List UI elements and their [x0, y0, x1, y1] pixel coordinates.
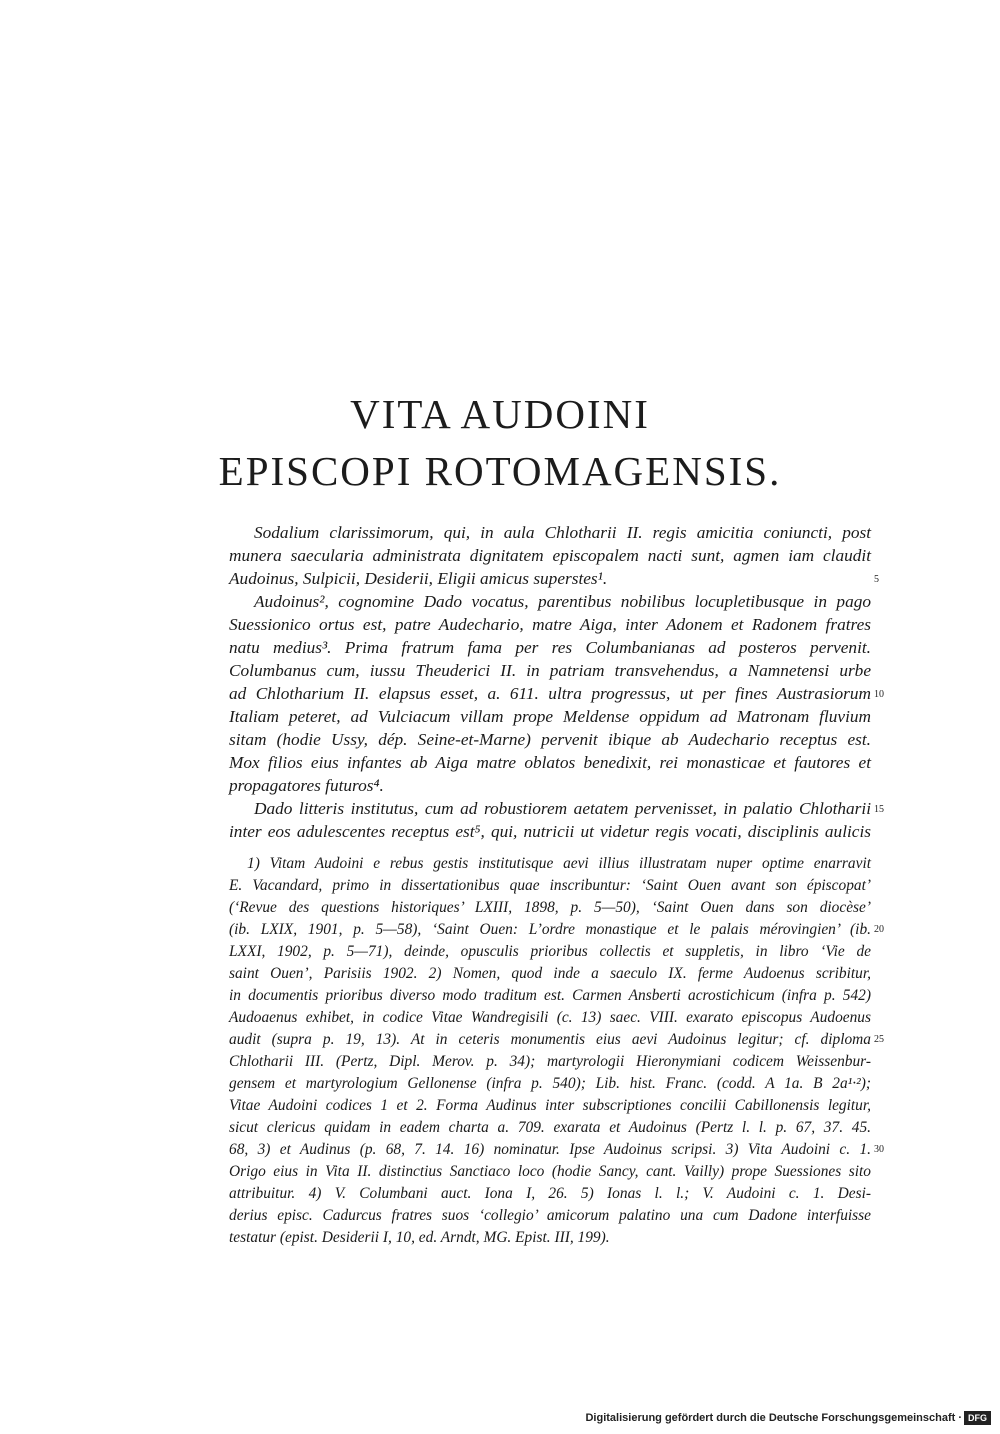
body-line: ad Chlotharium II. elapsus esset, a. 611. ultra progressus, ut per fines Austrasiorum	[229, 684, 871, 703]
body-line: inter eos adulescentes receptus est⁵, qui, nutricii ut videtur regis vocati, disciplinis aulicis	[229, 822, 871, 841]
title-line-2: EPISCOPI ROTOMAGENSIS.	[218, 448, 782, 494]
line-number: 15	[874, 804, 884, 815]
dfg-logo: DFG	[964, 1411, 991, 1425]
body-line: Audoinus, Sulpicii, Desiderii, Eligii amicus superstes¹.	[229, 569, 608, 588]
body-line: Dado litteris institutus, cum ad robustiorem aetatem pervenisset, in palatio Chlotharii	[254, 799, 871, 818]
footnote-line: E. Vacandard, primo in dissertationibus quae inscribuntur: ‘Saint Ouen avant son épiscopat’	[229, 877, 871, 894]
footnote-line: Chlotharii III. (Pertz, Dipl. Merov. p. 34); martyrologii Hieronymiani codicem Weissenbur-	[229, 1053, 871, 1070]
footnote-line: gensem et martyrologium Gellonense (infra p. 540); Lib. hist. Franc. (codd. A 1a. B 2a¹·²);	[229, 1075, 871, 1092]
footnote-line: Origo eius in Vita II. distinctius Sanctiaco loco (hodie Sancy, cant. Vailly) prope Suessiones sito	[229, 1163, 871, 1180]
body-line: sitam (hodie Ussy, dép. Seine-et-Marne) pervenit ibique ab Audechario receptus est.	[229, 730, 871, 749]
footnote-line: (‘Revue des questions historiques’ LXIII, 1898, p. 5—50), ‘Saint Ouen dans son diocèse’	[229, 899, 871, 916]
body-line: Mox filios eius infantes ab Aiga matre oblatos benedixit, rei monasticae et fautores et	[229, 753, 871, 772]
body-line: Sodalium clarissimorum, qui, in aula Chlotharii II. regis amicitia coniuncti, post	[254, 523, 871, 542]
footnote-line: 68, 3) et Audinus (p. 68, 7. 14. 16) nominatur. Ipse Audoinus scripsi. 3) Vita Audoini c. 1.	[229, 1141, 871, 1158]
line-number: 10	[874, 689, 884, 700]
body-line: Italiam peteret, ad Vulciacum villam prope Meldense oppidum ad Matronam fluvium	[229, 707, 871, 726]
footnote-line: Audoaenus exhibet, in codice Vitae Wandregisili (c. 13) saec. VIII. exarato episcopus Audoenus	[229, 1009, 871, 1026]
line-number: 25	[874, 1034, 884, 1045]
body-line: Audoinus², cognomine Dado vocatus, parentibus nobilibus locupletibusque in pago	[254, 592, 871, 611]
line-number: 5	[874, 574, 879, 585]
title-line-1: VITA AUDOINI	[350, 391, 650, 437]
footnote-line: 1) Vitam Audoini e rebus gestis institutisque aevi illius illustratam nuper optime enarravit	[247, 855, 871, 872]
footnote-line: attribuitur. 4) V. Columbani auct. Iona I, 26. 5) Ionas l. l.; V. Audoini c. 1. Desi-	[229, 1185, 871, 1202]
footnote-line: saint Ouen’, Parisiis 1902. 2) Nomen, quod inde a saeculo IX. ferme Audoenus scribitur,	[229, 965, 871, 982]
line-number: 30	[874, 1144, 884, 1155]
body-line: Columbanus cum, iussu Theuderici II. in patriam transvehendus, a Namnetensi urbe	[229, 661, 871, 680]
footnote-line: audit (supra p. 19, 13). At in ceteris monumentis eius aevi Audoinus legitur; cf. diploma	[229, 1031, 871, 1048]
footnote-line: Vitae Audoini codices 1 et 2. Forma Audinus inter subscriptiones concilii Cabillonensis legitur,	[229, 1097, 871, 1114]
line-number: 20	[874, 924, 884, 935]
body-line: natu medius³. Prima fratrum fama per res Columbanianas ad posteros pervenit.	[229, 638, 871, 657]
body-line: Suessionico ortus est, patre Audechario, matre Aiga, inter Adonem et Radonem fratres	[229, 615, 871, 634]
digitization-credit: Digitalisierung gefördert durch die Deutsche Forschungsgemeinschaft ·	[585, 1412, 962, 1424]
footnote-line: derius episc. Cadurcus fratres suos ‘collegio’ amicorum palatino una cum Dadone interfuisse	[229, 1207, 871, 1224]
footnote-line: in documentis prioribus diverso modo traditum est. Carmen Ansberti acrostichicum (infra p. 542)	[229, 987, 871, 1004]
footnote-line: LXXI, 1902, p. 5—71), deinde, opusculis prioribus collectis et suppletis, in libro ‘Vie de	[229, 943, 871, 960]
footnote-line: (ib. LXIX, 1901, p. 5—58), ‘Saint Ouen: L’ordre monastique et le palais mérovingien’ (ib.	[229, 921, 871, 938]
footnote-line: testatur (epist. Desiderii I, 10, ed. Arndt, MG. Epist. III, 199).	[229, 1229, 610, 1246]
footnote-line: sicut clericus quidam in eadem charta a. 709. exarata et Audoinus (Pertz l. l. p. 67, 37. 45.	[229, 1119, 871, 1136]
body-line: munera saecularia administrata dignitatem episcopalem nacti sunt, agmen iam claudit	[229, 546, 871, 565]
body-line: propagatores futuros⁴.	[229, 776, 384, 795]
